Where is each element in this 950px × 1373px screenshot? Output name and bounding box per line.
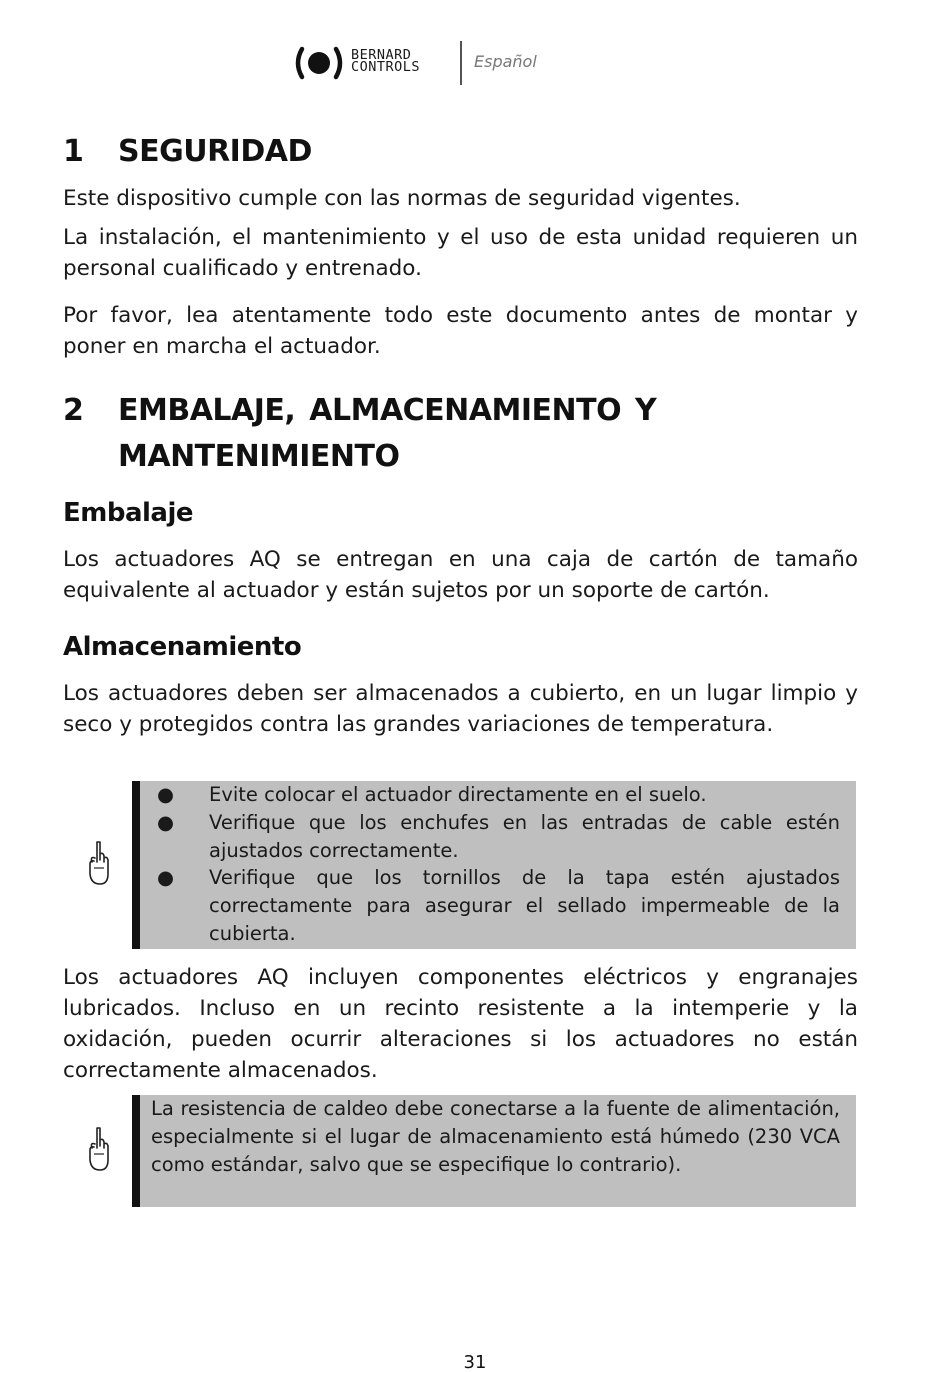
storage-note-box <box>132 781 856 949</box>
section-1-number: 1 <box>63 134 84 169</box>
page-header <box>0 40 950 86</box>
list-item: ● Verifique que los enchufes en las entradas de cable estén ajustados correctamente. <box>157 810 840 862</box>
section-1-paragraph-2: La instalación, el mantenimiento y el uso de esta unidad requieren un personal cualificado y entrenado. <box>63 225 858 281</box>
section-1-heading <box>63 134 312 169</box>
section-2-title-line-2: MANTENIMIENTO <box>118 439 400 474</box>
pointing-hand-icon <box>86 1126 112 1174</box>
section-2-title-line-1: EMBALAJE, ALMACENAMIENTO Y <box>118 393 657 428</box>
pointing-hand-icon <box>86 840 112 888</box>
section-2-heading <box>63 388 703 480</box>
heater-note-box <box>132 1095 856 1207</box>
note-bullet-2: Verifique que los enchufes en las entradas de cable estén ajustados correctamente. <box>209 810 840 862</box>
note-bullet-3: Verifique que los tornillos de la tapa estén ajustados correctamente para asegurar el sellado impermeable de la cubierta. <box>209 866 840 945</box>
section-1-paragraph-1: Este dispositivo cumple con las normas de seguridad vigentes. <box>63 186 741 211</box>
section-1-paragraph-3: Por favor, lea atentamente todo este documento antes de montar y poner en marcha el actuador. <box>63 303 858 359</box>
list-item: ● Verifique que los tornillos de la tapa estén ajustados correctamente para asegurar el sellado impermeable de la cubierta. <box>157 866 840 945</box>
header-divider <box>460 41 462 85</box>
note-bullet-1: Evite colocar el actuador directamente en el suelo. <box>209 783 707 806</box>
almacenamiento-paragraph: Los actuadores deben ser almacenados a cubierto, en un lugar limpio y seco y protegidos contra las grandes variaciones de temperatura. <box>63 681 858 737</box>
heater-note-text: La resistencia de caldeo debe conectarse a la fuente de alimentación, especialmente si el lugar de almacenamiento está húmedo (230 VCA como estándar, salvo que se especifique lo contrario). <box>151 1097 840 1176</box>
logo-wordmark <box>351 49 420 73</box>
section-1-title: SEGURIDAD <box>118 134 312 169</box>
language-label: Español <box>474 52 537 71</box>
logo-line-2: CONTROLS <box>351 59 421 75</box>
bernard-logo-icon <box>293 45 345 81</box>
almacenamiento-heading: Almacenamiento <box>63 632 302 662</box>
page-number: 31 <box>463 1352 487 1373</box>
almacenamiento-paragraph-2: Los actuadores AQ incluyen componentes eléctricos y engranajes lubricados. Incluso en un recinto resistente a la intemperie y la oxidación, pueden ocurrir alteraciones si los actuadores no están correctamente almacenados. <box>63 965 858 1083</box>
list-item: ● Evite colocar el actuador directamente en el suelo. <box>157 783 707 806</box>
storage-note-list <box>140 781 856 948</box>
logo-line-1: BERNARD <box>351 47 412 63</box>
embalaje-heading: Embalaje <box>63 498 194 528</box>
section-2-number: 2 <box>63 393 84 428</box>
embalaje-paragraph: Los actuadores AQ se entregan en una caja de cartón de tamaño equivalente al actuador y están sujetos por un soporte de cartón. <box>63 547 858 603</box>
